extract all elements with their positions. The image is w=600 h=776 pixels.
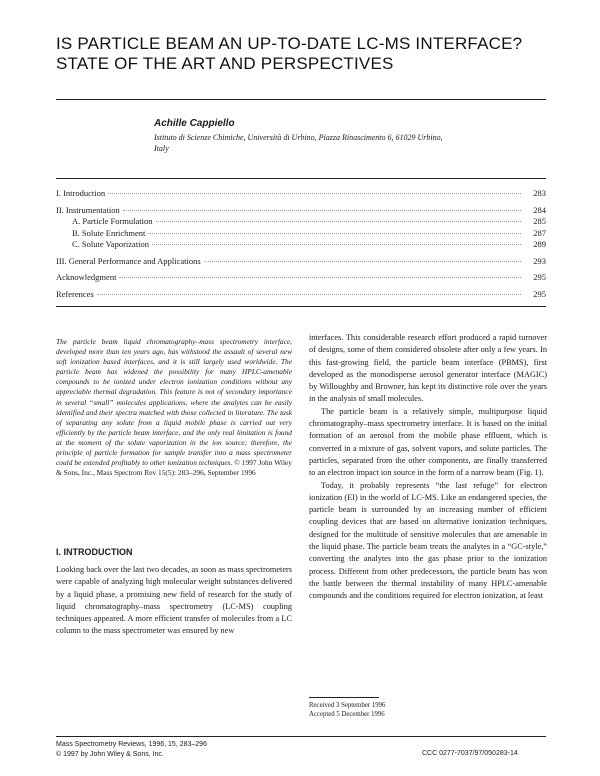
toc-entry-page: 293 (533, 255, 546, 266)
abstract (56, 337, 292, 478)
toc-leader-dots (97, 294, 521, 295)
table-of-contents (56, 188, 546, 300)
toc-entry (56, 228, 546, 240)
title-rule (56, 99, 546, 100)
toc-leader-dots (148, 233, 521, 234)
toc-entry (56, 239, 546, 251)
intro-paragraph-left: Looking back over the last two decades, as soon as mass spectrometers were capable of analyzing high molecular weight substances delivered by a liquid phase, a promising new field of research for the study of liquid chromatography–mass spectrometry (LC-MS) coupling techniques appeared. A more efficient transfer of molecules from a LC column to the mass spectrometer was ensured by new (56, 565, 292, 636)
body-right-column (309, 332, 547, 603)
body-paragraph: interfaces. This considerable research effort produced a rapid turnover of designs, some of them considered obsolete after only a few years. In this fast-growing field, the particle beam interface (PBMS), first developed as the monodisperse aerosol generator interface (MAGIC) by Willoughby and Browner, has kept its distinctive role over the years in the analysis of small molecules. (309, 333, 547, 404)
toc-entry-page: 287 (533, 227, 546, 238)
toc-entry-page: 295 (533, 288, 546, 299)
accepted-date: Accepted 5 December 1996 (309, 711, 385, 718)
toc-bottom-rule (56, 306, 546, 307)
section-heading: I. INTRODUCTION (56, 547, 133, 557)
toc-entry (56, 289, 546, 301)
ccc-code: CCC 0277-7037/97/050283-14 (422, 750, 518, 757)
toc-entry-label: B. Solute Enrichment (72, 227, 146, 238)
toc-entry-label: References (56, 288, 94, 299)
toc-leader-dots (108, 193, 521, 194)
footer-rule (56, 736, 546, 737)
author-name: Achille Cappiello (154, 118, 235, 129)
toc-leader-dots (123, 210, 521, 211)
toc-entry-label: Acknowledgment (56, 272, 117, 282)
toc-entry (56, 205, 546, 217)
body-paragraph: Today, it probably represents “the last refuge” for electron ionization (EI) in the world of LC-MS. Like an endangered species, the particle beam is surrounded by an increasing number of efficient coupling devices that are based on alternative ionization techniques, designed for the multitude of sensitive molecules that are amenable in the liquid phase. The particle beam treats the analytes in a “GC-style,” converting the analytes into the gas phase prior to the ionization process. Different from other predecessors, the particle beam has won the battle between the thermal instability of many HPLC-amenable compounds and the conditions required for electron ionization, at least (309, 480, 547, 601)
toc-entry-label: II. Instrumentation (56, 204, 120, 215)
author-affiliation: Istituto di Scienze Chimiche, Università di Urbino, Piazza Rinascimento 6, 61029 Urbino, Italy (154, 133, 443, 153)
abstract-citation: © 1997 John Wiley & Sons, Inc., Mass Spectrom Rev 15(5): 283–296, September 1996 (56, 458, 292, 478)
toc-entry-label: I. Introduction (56, 188, 106, 198)
toc-entry (56, 216, 546, 228)
body-paragraph: The particle beam is a relatively simple, multipurpose liquid chromatography–mass spectrometry interface. It is based on the initial formation of an aerosol from the mobile phase effluent, which is converted in a mixture of gas, solvent vapors, and solute particles. The particles, separated from the other components, are finally transferred to an electron impact ion source in the form of a narrow beam (Fig. 1). (309, 406, 547, 478)
received-dates (309, 701, 385, 719)
toc-entry-page: 283 (533, 188, 546, 198)
toc-entry (56, 188, 546, 200)
journal-reference: Mass Spectrometry Reviews, 1996, 15, 283–296 (56, 741, 207, 748)
toc-entry-page: 284 (533, 204, 546, 215)
toc-entry-label: A. Particle Formulation (72, 216, 153, 226)
received-rule (309, 697, 379, 698)
toc-leader-dots (204, 261, 521, 262)
toc-leader-dots (156, 221, 521, 222)
footer-journal (56, 740, 207, 760)
abstract-text: The particle beam liquid chromatography–mass spectrometry interface, developed more than ten years ago, has withstood the assault of several new soft ionization based interfaces, and it is still largely used worldwide. The particle beam has widened the possibility for many HPLC-amenable compounds to be ionized under electron ionization conditions without any appreciable thermal degradation. This feature is not of secondary importance in several “small” molecules applications, where the analytes can be easily identified and their spectra matched with those collected in literature. The task of separating any solute from a liquid mobile phase is carried out very efficiently by the particle beam interface, and the only real limitation is found at the moment of the solute vaporization in the ion source; therefore, the principle of particle formation for sample transfer into a mass spectrometer could be extended profitably to other ionization techniques. (56, 337, 292, 468)
toc-entry (56, 256, 546, 268)
article-title: IS PARTICLE BEAM AN UP-TO-DATE LC-MS INTERFACE? STATE OF THE ART AND PERSPECTIVES (56, 34, 523, 73)
toc-entry (56, 272, 546, 284)
toc-leader-dots (119, 277, 521, 278)
copyright-line: © 1997 by John Wiley & Sons, Inc. (56, 751, 164, 758)
toc-entry-page: 295 (533, 272, 546, 282)
toc-entry-label: C. Solute Vaporization (72, 239, 150, 249)
toc-entry-page: 285 (533, 216, 546, 226)
toc-leader-dots (152, 244, 521, 245)
toc-top-rule (56, 178, 546, 179)
toc-entry-label: III. General Performance and Applications (56, 255, 201, 266)
received-date: Received 3 September 1996 (309, 702, 386, 709)
toc-entry-page: 289 (533, 239, 546, 249)
